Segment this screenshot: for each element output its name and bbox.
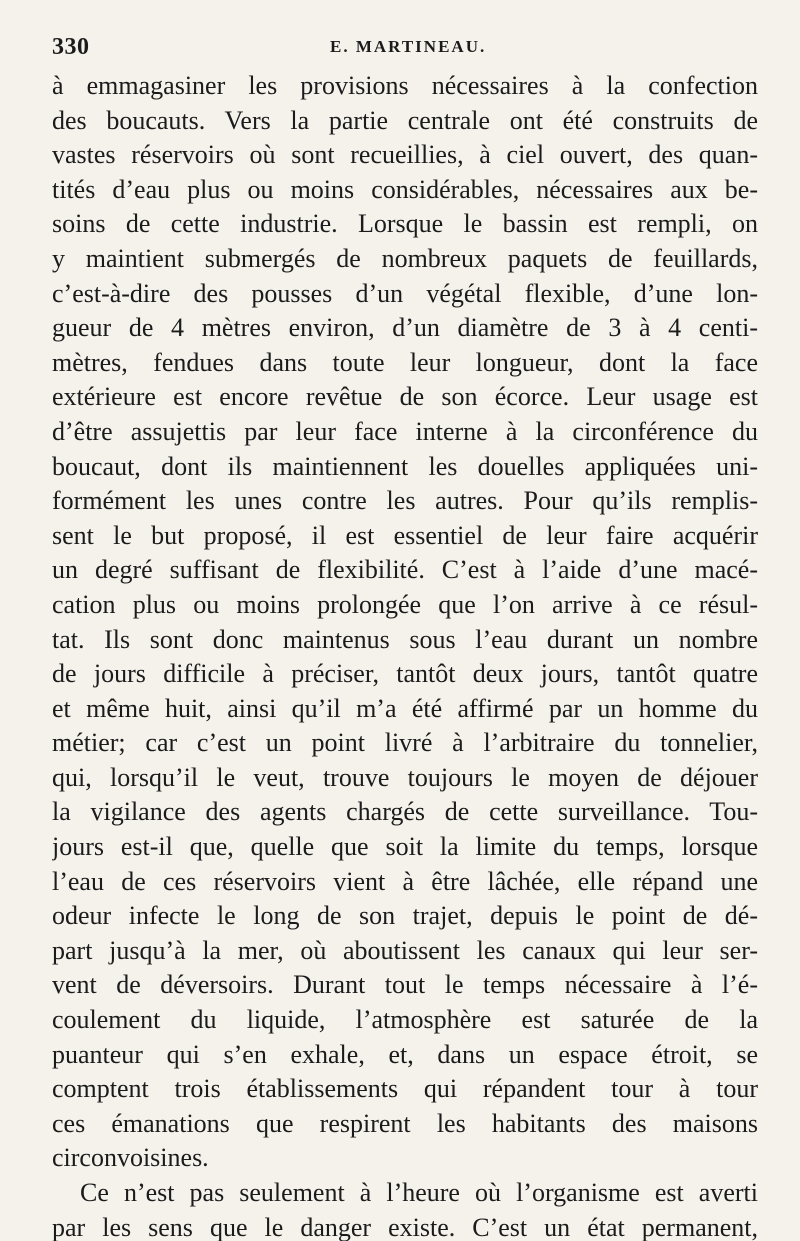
text-line: comptent trois établissements qui répandent tour à tour bbox=[52, 1074, 758, 1104]
text-line: vent de déversoirs. Durant tout le temps nécessaire à l’é- bbox=[52, 970, 758, 1000]
text-line: d’être assujettis par leur face interne à la circonférence du bbox=[52, 416, 758, 446]
text-line: sent le but proposé, il est essentiel de leur faire acquérir bbox=[52, 520, 758, 550]
text-line: des boucauts. Vers la partie centrale ont été construits de bbox=[52, 105, 758, 135]
text-line: un degré suffisant de flexibilité. C’est à l’aide d’une macé- bbox=[52, 555, 758, 585]
paragraph-start-line: Ce n’est pas seulement à l’heure où l’organisme est averti bbox=[80, 1178, 758, 1207]
body-text bbox=[52, 69, 758, 1241]
text-line: soins de cette industrie. Lorsque le bassin est rempli, on bbox=[52, 209, 758, 239]
text-line: jours est-il que, quelle que soit la limite du temps, lorsque bbox=[52, 832, 758, 862]
text-line: à emmagasiner les provisions nécessaires à la confection bbox=[52, 71, 758, 100]
text-line: formément les unes contre les autres. Pour qu’ils remplis- bbox=[52, 486, 758, 516]
text-line: tat. Ils sont donc maintenus sous l’eau durant un nombre bbox=[52, 624, 758, 654]
text-line: y maintient submergés de nombreux paquets de feuillards, bbox=[52, 243, 758, 273]
text-line: coulement du liquide, l’atmosphère est saturée de la bbox=[52, 1005, 758, 1035]
text-line: extérieure est encore revêtue de son écorce. Leur usage est bbox=[52, 382, 758, 412]
text-line: métier; car c’est un point livré à l’arbitraire du tonnelier, bbox=[52, 728, 758, 758]
text-line: et même huit, ainsi qu’il m’a été affirmé par un homme du bbox=[52, 693, 758, 723]
text-line: boucaut, dont ils maintiennent les douelles appliquées uni- bbox=[52, 451, 758, 481]
running-head: E. MARTINEAU. bbox=[330, 37, 487, 56]
text-line: ces émanations que respirent les habitants des maisons bbox=[52, 1108, 758, 1138]
page-header bbox=[52, 34, 758, 68]
text-line: qui, lorsqu’il le veut, trouve toujours le moyen de déjouer bbox=[52, 762, 758, 792]
text-line: de jours difficile à préciser, tantôt deux jours, tantôt quatre bbox=[52, 659, 758, 689]
text-line: l’eau de ces réservoirs vient à être lâchée, elle répand une bbox=[52, 866, 758, 896]
text-line: c’est-à-dire des pousses d’un végétal flexible, d’une lon- bbox=[52, 278, 758, 308]
text-line: vastes réservoirs où sont recueillies, à ciel ouvert, des quan- bbox=[52, 140, 758, 170]
text-line: tités d’eau plus ou moins considérables, nécessaires aux be- bbox=[52, 174, 758, 204]
text-line: la vigilance des agents chargés de cette surveillance. Tou- bbox=[52, 797, 758, 827]
text-line: gueur de 4 mètres environ, d’un diamètre de 3 à 4 centi- bbox=[52, 313, 758, 343]
text-line: puanteur qui s’en exhale, et, dans un espace étroit, se bbox=[52, 1039, 758, 1069]
text-line: par les sens que le danger existe. C’est un état permanent, bbox=[52, 1212, 758, 1241]
page-number: 330 bbox=[52, 34, 90, 60]
text-line: part jusqu’à la mer, où aboutissent les canaux qui leur ser- bbox=[52, 935, 758, 965]
text-line: cation plus ou moins prolongée que l’on arrive à ce résul- bbox=[52, 589, 758, 619]
paragraph-end-line: circonvoisines. bbox=[52, 1143, 209, 1173]
text-line: odeur infecte le long de son trajet, depuis le point de dé- bbox=[52, 901, 758, 931]
text-line: mètres, fendues dans toute leur longueur, dont la face bbox=[52, 347, 758, 377]
